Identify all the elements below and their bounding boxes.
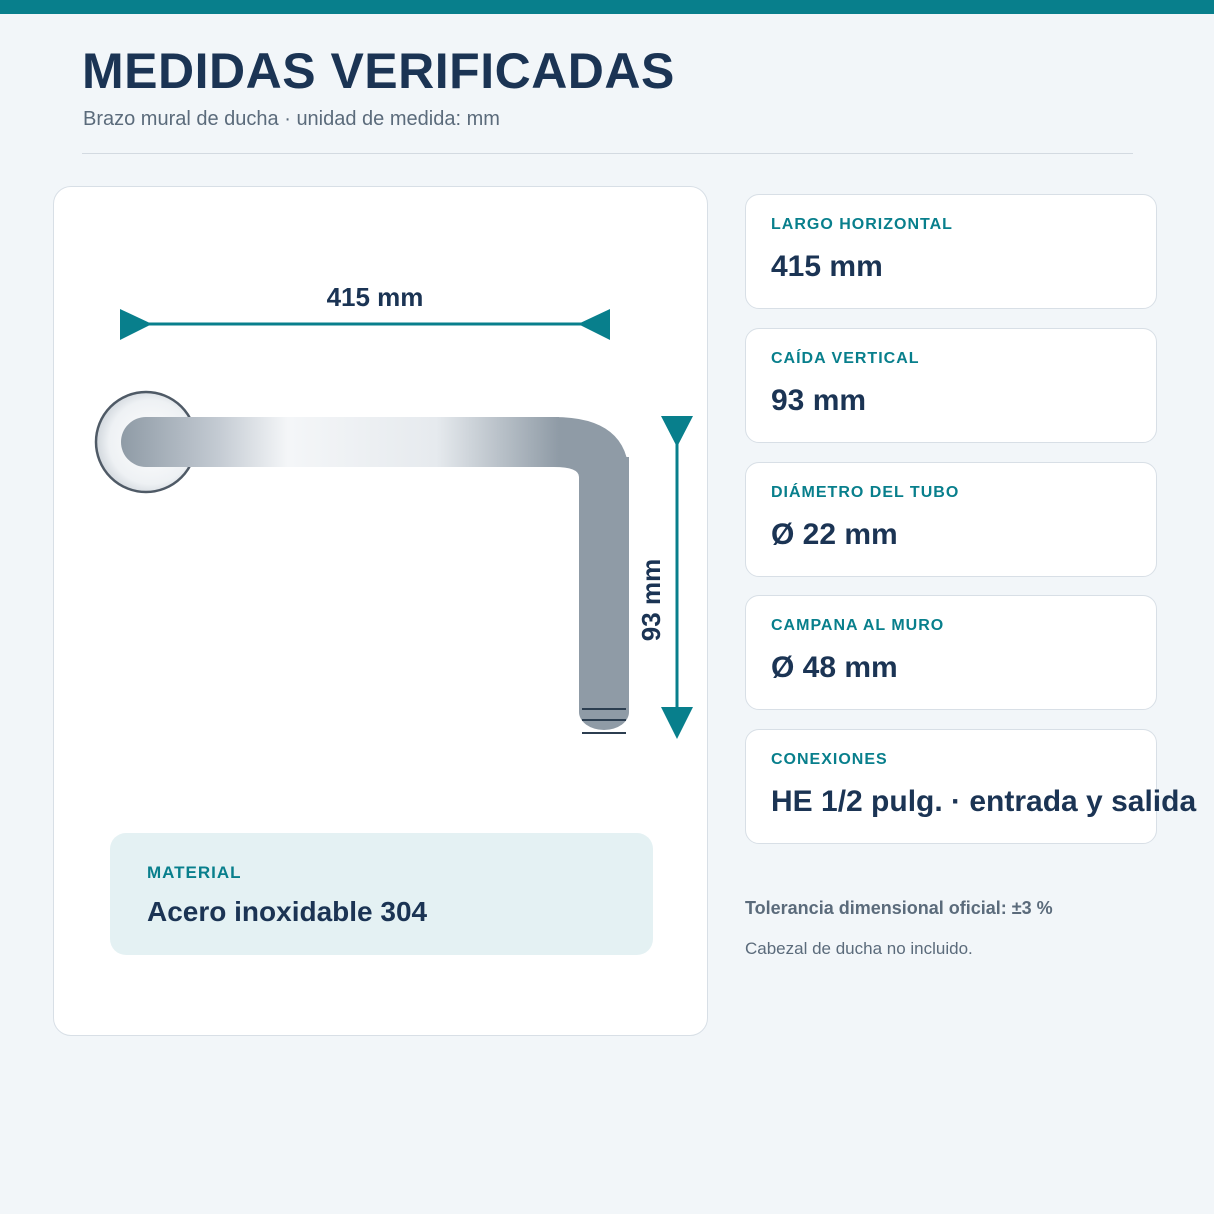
page-title: MEDIDAS VERIFICADAS <box>82 43 675 99</box>
spec-card-largo-horizontal <box>745 194 1157 309</box>
pipe-elbow <box>554 417 629 477</box>
arrow-left-icon <box>120 309 152 340</box>
spec-value: 415 mm <box>771 250 883 283</box>
material-value: Acero inoxidable 304 <box>147 896 428 927</box>
spec-card-diametro-tubo <box>745 462 1157 577</box>
title-divider <box>82 153 1133 154</box>
spec-value: Ø 22 mm <box>771 518 898 551</box>
arrow-right-icon <box>578 309 610 340</box>
spec-label: DIÁMETRO DEL TUBO <box>771 484 960 501</box>
footnote: Cabezal de ducha no incluido. <box>745 939 973 958</box>
pipe-outlet <box>579 697 629 730</box>
material-box <box>110 833 653 955</box>
page-subtitle: Brazo mural de ducha · unidad de medida: mm <box>83 108 500 130</box>
arrow-down-icon <box>661 707 693 739</box>
spec-value: HE 1/2 pulg. · entrada y salida <box>771 785 1197 818</box>
spec-value: 93 mm <box>771 384 867 417</box>
vertical-pipe <box>579 457 629 697</box>
spec-card-conexiones <box>745 729 1197 844</box>
horizontal-pipe <box>121 417 559 467</box>
horizontal-dimension-label: 415 mm <box>326 282 424 312</box>
spec-label: CAMPANA AL MURO <box>771 617 945 634</box>
spec-card-caida-vertical <box>745 328 1157 443</box>
spec-label: LARGO HORIZONTAL <box>771 216 953 233</box>
material-label: MATERIAL <box>147 863 242 882</box>
spec-label: CONEXIONES <box>771 751 888 768</box>
arrow-up-icon <box>661 416 693 447</box>
tolerance-note: Tolerancia dimensional oficial: ±3 % <box>745 898 1053 918</box>
spec-card-campana-muro <box>745 595 1157 710</box>
vertical-dimension-label: 93 mm <box>636 558 666 642</box>
spec-label: CAÍDA VERTICAL <box>771 350 920 367</box>
top-accent-bar <box>0 0 1214 14</box>
vertical-dimension <box>636 416 693 739</box>
horizontal-dimension <box>120 282 610 340</box>
diagram-card <box>53 186 708 1036</box>
spec-value: Ø 48 mm <box>771 651 898 684</box>
